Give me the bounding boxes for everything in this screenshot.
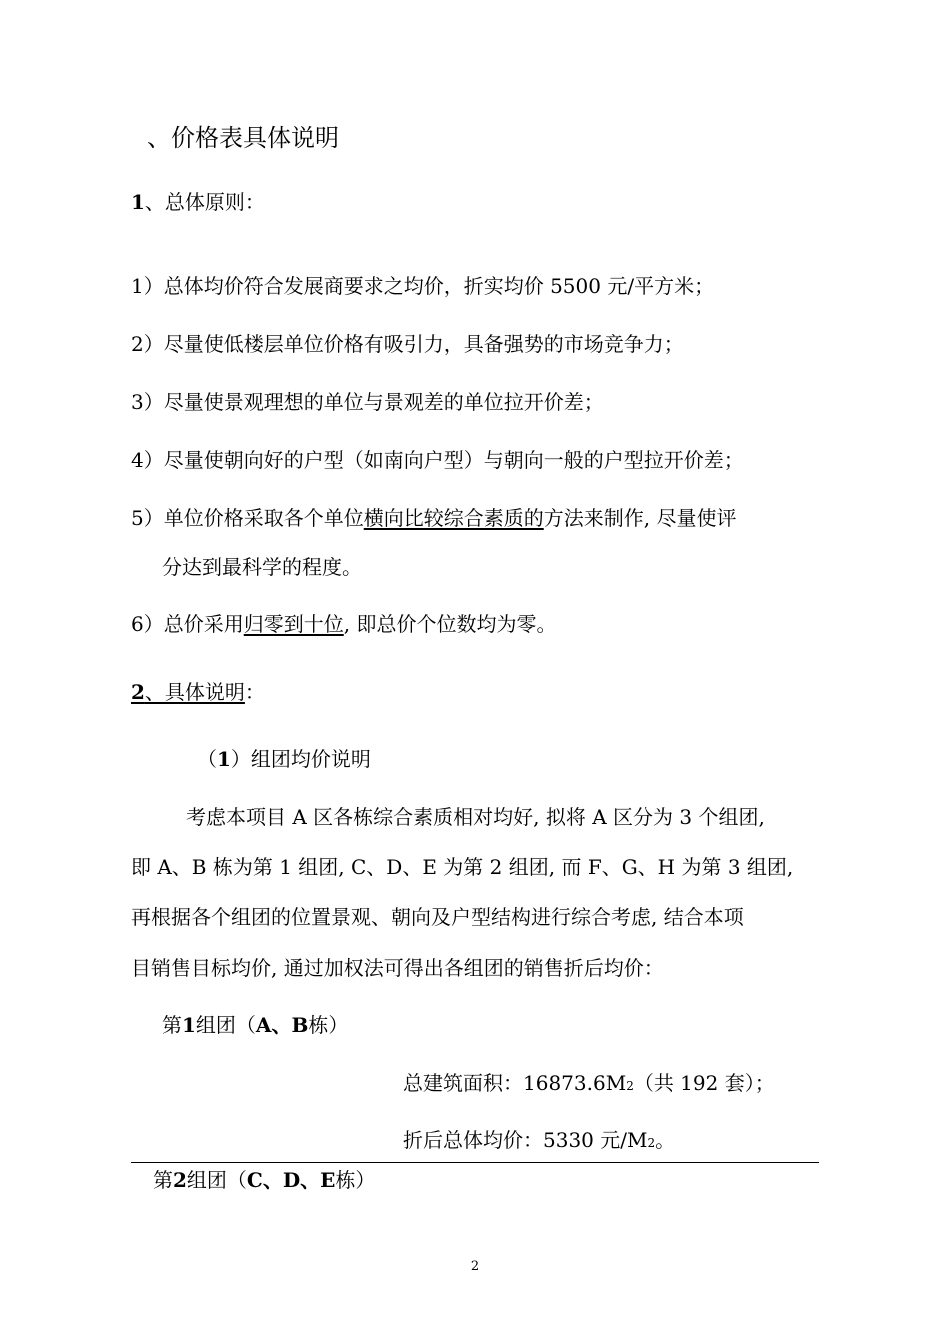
principle-6-underlined: 归零到十位 bbox=[243, 612, 344, 636]
section-2-label: 、具体说明 bbox=[144, 680, 245, 704]
principle-5-text-a: 5）单位价格采取各个单位 bbox=[131, 506, 364, 530]
group-1-area-label: 总建筑面积：16873.6M bbox=[403, 1071, 627, 1095]
group-1-heading bbox=[162, 1011, 348, 1039]
group-1-mid: 组团（ bbox=[195, 1013, 256, 1037]
group-2-buildings: C、D、E bbox=[246, 1168, 336, 1192]
paragraph-line-3: 再根据各个组团的位置景观、朝向及户型结构进行综合考虑, 结合本项 bbox=[131, 905, 744, 929]
group-1-area-rest: （共 192 套）； bbox=[633, 1071, 775, 1095]
group-1-price-label: 折后总体均价：5330 元/M bbox=[403, 1128, 648, 1152]
group-1-number: 1 bbox=[182, 1013, 196, 1037]
group-1-area bbox=[403, 1069, 775, 1100]
group-2-heading bbox=[153, 1166, 375, 1194]
group-1-pre: 第 bbox=[162, 1013, 182, 1037]
group-1-price-rest: 。 bbox=[655, 1128, 676, 1152]
principle-6-text-b: , 即总价个位数均为零。 bbox=[343, 612, 557, 636]
paragraph-line-1: 考虑本项目 A 区各栋综合素质相对均好, 拟将 A 区分为 3 个组团, bbox=[186, 805, 765, 829]
group-2-number: 2 bbox=[173, 1168, 187, 1192]
principle-1: 1）总体均价符合发展商要求之均价，折实均价 5500 元/平方米； bbox=[131, 274, 715, 298]
page-bottom-rule bbox=[131, 1162, 819, 1163]
principle-6-text-a: 6）总价采用 bbox=[131, 612, 244, 636]
subsection-1-number: 1 bbox=[217, 747, 231, 771]
group-1-area-sub: 2 bbox=[626, 1079, 634, 1093]
principle-4: 4）尽量使朝向好的户型（如南向户型）与朝向一般的户型拉开价差； bbox=[131, 448, 744, 472]
principle-5-continuation: 分达到最科学的程度。 bbox=[162, 555, 362, 579]
subsection-1-open: （ bbox=[197, 747, 217, 771]
page-number: 2 bbox=[470, 1259, 480, 1274]
group-1-price bbox=[403, 1126, 675, 1157]
section-2-number: 2 bbox=[131, 680, 145, 704]
subsection-1-heading bbox=[197, 745, 371, 773]
principle-5 bbox=[131, 504, 736, 532]
section-heading: 、价格表具体说明 bbox=[147, 124, 339, 152]
group-2-pre: 第 bbox=[153, 1168, 173, 1192]
section-2-heading bbox=[131, 678, 265, 706]
principle-3: 3）尽量使景观理想的单位与景观差的单位拉开价差； bbox=[131, 390, 604, 414]
section-2-colon: ： bbox=[244, 680, 265, 704]
subsection-1-label: ）组团均价说明 bbox=[230, 747, 371, 771]
section-1-label: 、总体原则： bbox=[144, 190, 265, 214]
principle-2: 2）尽量使低楼层单位价格有吸引力，具备强势的市场竞争力； bbox=[131, 332, 684, 356]
paragraph-line-4: 目销售目标均价, 通过加权法可得出各组团的销售折后均价： bbox=[131, 956, 664, 980]
section-1-number: 1 bbox=[131, 190, 145, 214]
group-1-price-sub: 2 bbox=[647, 1136, 656, 1150]
principle-6 bbox=[131, 610, 556, 638]
paragraph-line-2: 即 A、B 栋为第 1 组团, C、D、E 为第 2 组团, 而 F、G、H 为第 3 组团, bbox=[131, 855, 794, 879]
group-2-mid: 组团（ bbox=[186, 1168, 247, 1192]
group-1-post: 栋） bbox=[308, 1013, 349, 1037]
principle-5-underlined: 横向比较综合素质的 bbox=[363, 506, 544, 530]
section-1-heading bbox=[131, 188, 265, 216]
group-2-post: 栋） bbox=[335, 1168, 376, 1192]
group-1-buildings: A、B bbox=[255, 1013, 309, 1037]
principle-5-text-b: 方法来制作, 尽量使评 bbox=[543, 506, 737, 530]
